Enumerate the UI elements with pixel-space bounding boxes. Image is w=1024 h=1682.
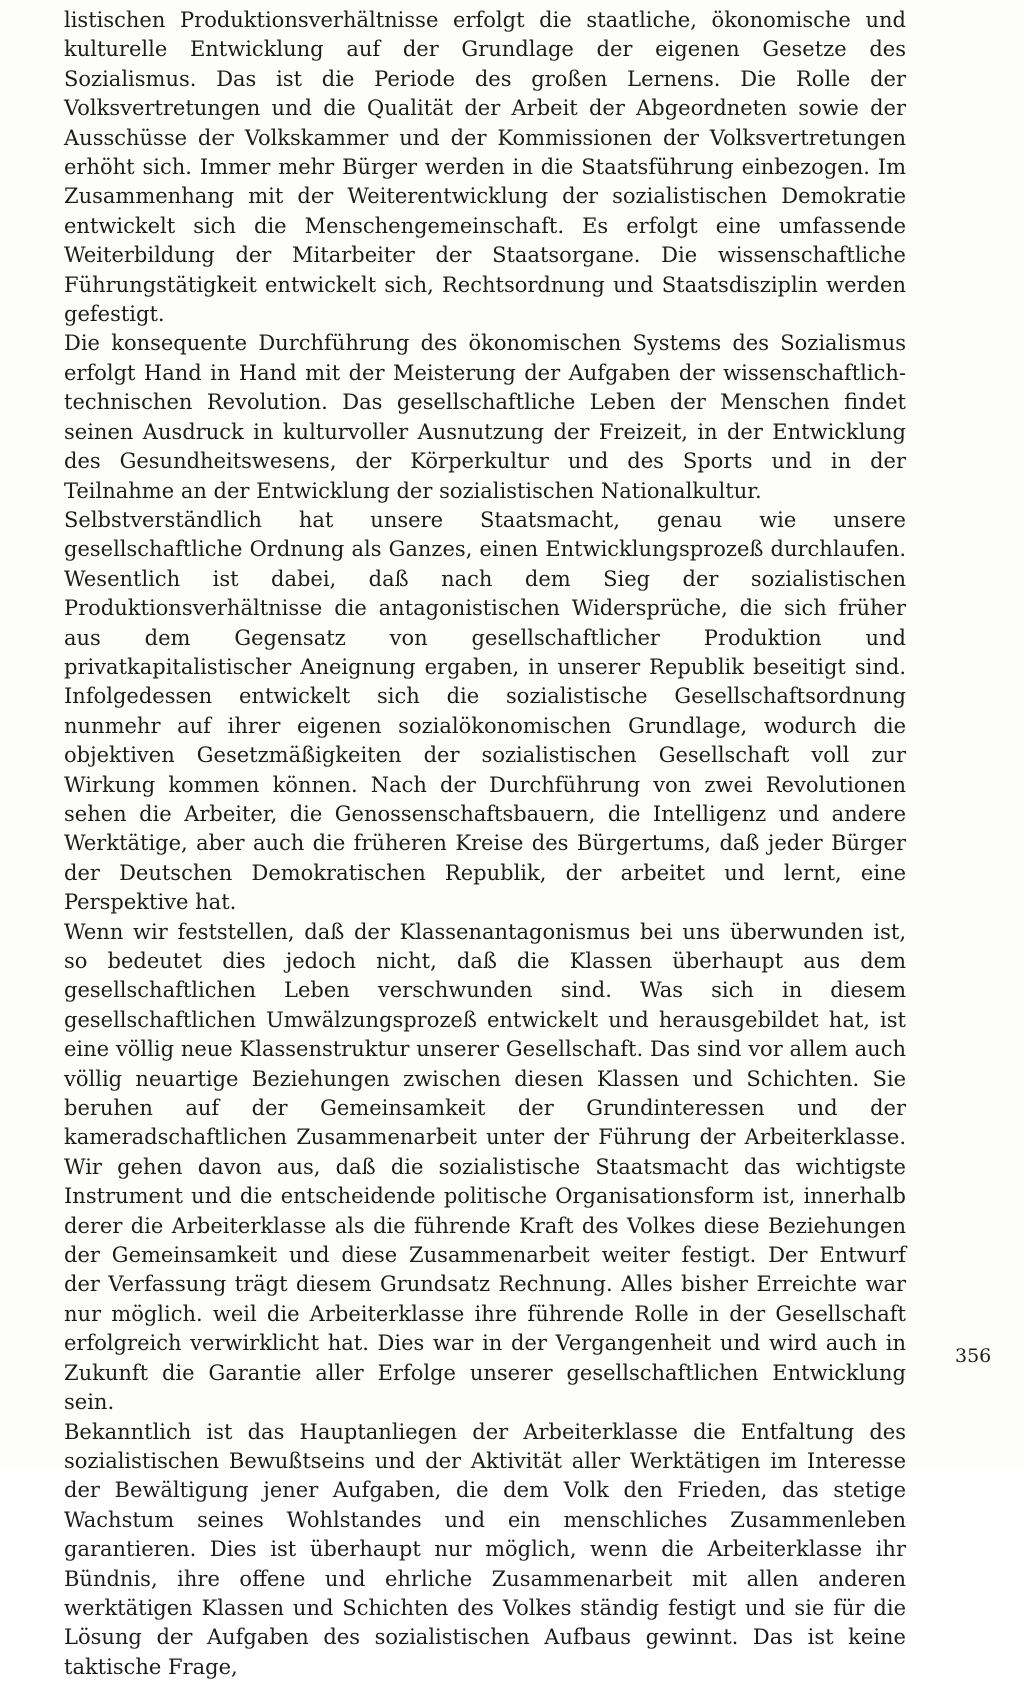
- paragraph-5: Bekanntlich ist das Hauptanliegen der Arbeiterklasse die Entfaltung des sozialistischen Bewußtseins und der Aktivität aller Werktätigen im Interesse der Bewältigung jener Aufgaben, die dem Volk den Frieden, das stetige Wachstum seines Wohlstandes und ein menschliches Zusammenleben garantieren. Dies ist überhaupt nur möglich, wenn die Arbeiterklasse ihr Bündnis, ihre offene und ehrliche Zusammenarbeit mit allen anderen werktätigen Klassen und Schichten des Volkes ständig festigt und sie für die Lösung der Aufgaben des sozialistischen Aufbaus gewinnt. Das ist keine taktische Frage,: [64, 1418, 906, 1682]
- paragraph-4: Wenn wir feststellen, daß der Klassenantagonismus bei uns überwunden ist, so bedeutet dies jedoch nicht, daß die Klassen überhaupt aus dem gesellschaftlichen Leben verschwunden sind. Was sich in diesem gesellschaftlichen Umwälzungsprozeß entwickelt und herausgebildet hat, ist eine völlig neue Klassenstruktur unserer Gesellschaft. Das sind vor allem auch völlig neuartige Beziehungen zwischen diesen Klassen und Schichten. Sie beruhen auf der Gemeinsamkeit der Grundinteressen und der kameradschaftlichen Zusammenarbeit unter der Führung der Arbeiterklasse. Wir gehen davon aus, daß die sozialistische Staatsmacht das wichtigste Instrument und die entscheidende politische Organisationsform ist, innerhalb derer die Arbeiterklasse als die führende Kraft des Volkes diese Beziehungen der Gemeinsamkeit und diese Zusammenarbeit weiter festigt. Der Entwurf der Verfassung trägt diesem Grundsatz Rechnung. Alles bisher Erreichte war nur möglich. weil die Arbeiterklasse ihre führende Rolle in der Gesellschaft erfolgreich verwirklicht hat. Dies war in der Vergangenheit und wird auch in Zukunft die Garantie aller Erfolge unserer gesellschaftlichen Entwicklung sein.: [64, 918, 906, 1418]
- page-number: 356: [955, 1345, 991, 1367]
- paragraph-3: Selbstverständlich hat unsere Staatsmacht, genau wie unsere gesellschaftliche Ordnung als Ganzes, einen Entwicklungsprozeß durchlaufen. Wesentlich ist dabei, daß nach dem Sieg der sozialistischen Produktionsverhältnisse die antagonistischen Widersprüche, die sich früher aus dem Gegensatz von gesellschaftlicher Produktion und privatkapitalistischer Aneignung ergaben, in unserer Republik beseitigt sind. Infolgedessen entwickelt sich die sozialistische Gesellschaftsordnung nunmehr auf ihrer eigenen sozialökonomischen Grundlage, wodurch die objektiven Gesetzmäßigkeiten der sozialistischen Gesellschaft voll zur Wirkung kommen können. Nach der Durchführung von zwei Revolutionen sehen die Arbeiter, die Genossenschaftsbauern, die Intelligenz und andere Werktätige, aber auch die früheren Kreise des Bürgertums, daß jeder Bürger der Deutschen Demokratischen Republik, der arbeitet und lernt, eine Perspektive hat.: [64, 506, 906, 918]
- paragraph-2: Die konsequente Durchführung des ökonomischen Systems des Sozialismus erfolgt Hand in Hand mit der Meisterung der Aufgaben der wissenschaftlich-technischen Revolution. Das gesellschaftliche Leben der Menschen findet seinen Ausdruck in kulturvoller Ausnutzung der Freizeit, in der Entwicklung des Gesundheitswesens, der Körperkultur und des Sports und in der Teilnahme an der Entwicklung der sozialistischen Nationalkultur.: [64, 329, 906, 505]
- body-text: [64, 6, 906, 1682]
- paragraph-1: listischen Produktionsverhältnisse erfolgt die staatliche, ökonomische und kulturelle Entwicklung auf der Grundlage der eigenen Gesetze des Sozialismus. Das ist die Periode des großen Lernens. Die Rolle der Volksvertretungen und die Qualität der Arbeit der Abgeordneten sowie der Ausschüsse der Volkskammer und der Kommissionen der Volksvertretungen erhöht sich. Immer mehr Bürger werden in die Staatsführung einbezogen. Im Zusammenhang mit der Weiterentwicklung der sozialistischen Demokratie entwickelt sich die Menschengemeinschaft. Es erfolgt eine umfassende Weiterbildung der Mitarbeiter der Staatsorgane. Die wissenschaftliche Führungstätigkeit entwickelt sich, Rechtsordnung und Staatsdisziplin werden gefestigt.: [64, 6, 906, 329]
